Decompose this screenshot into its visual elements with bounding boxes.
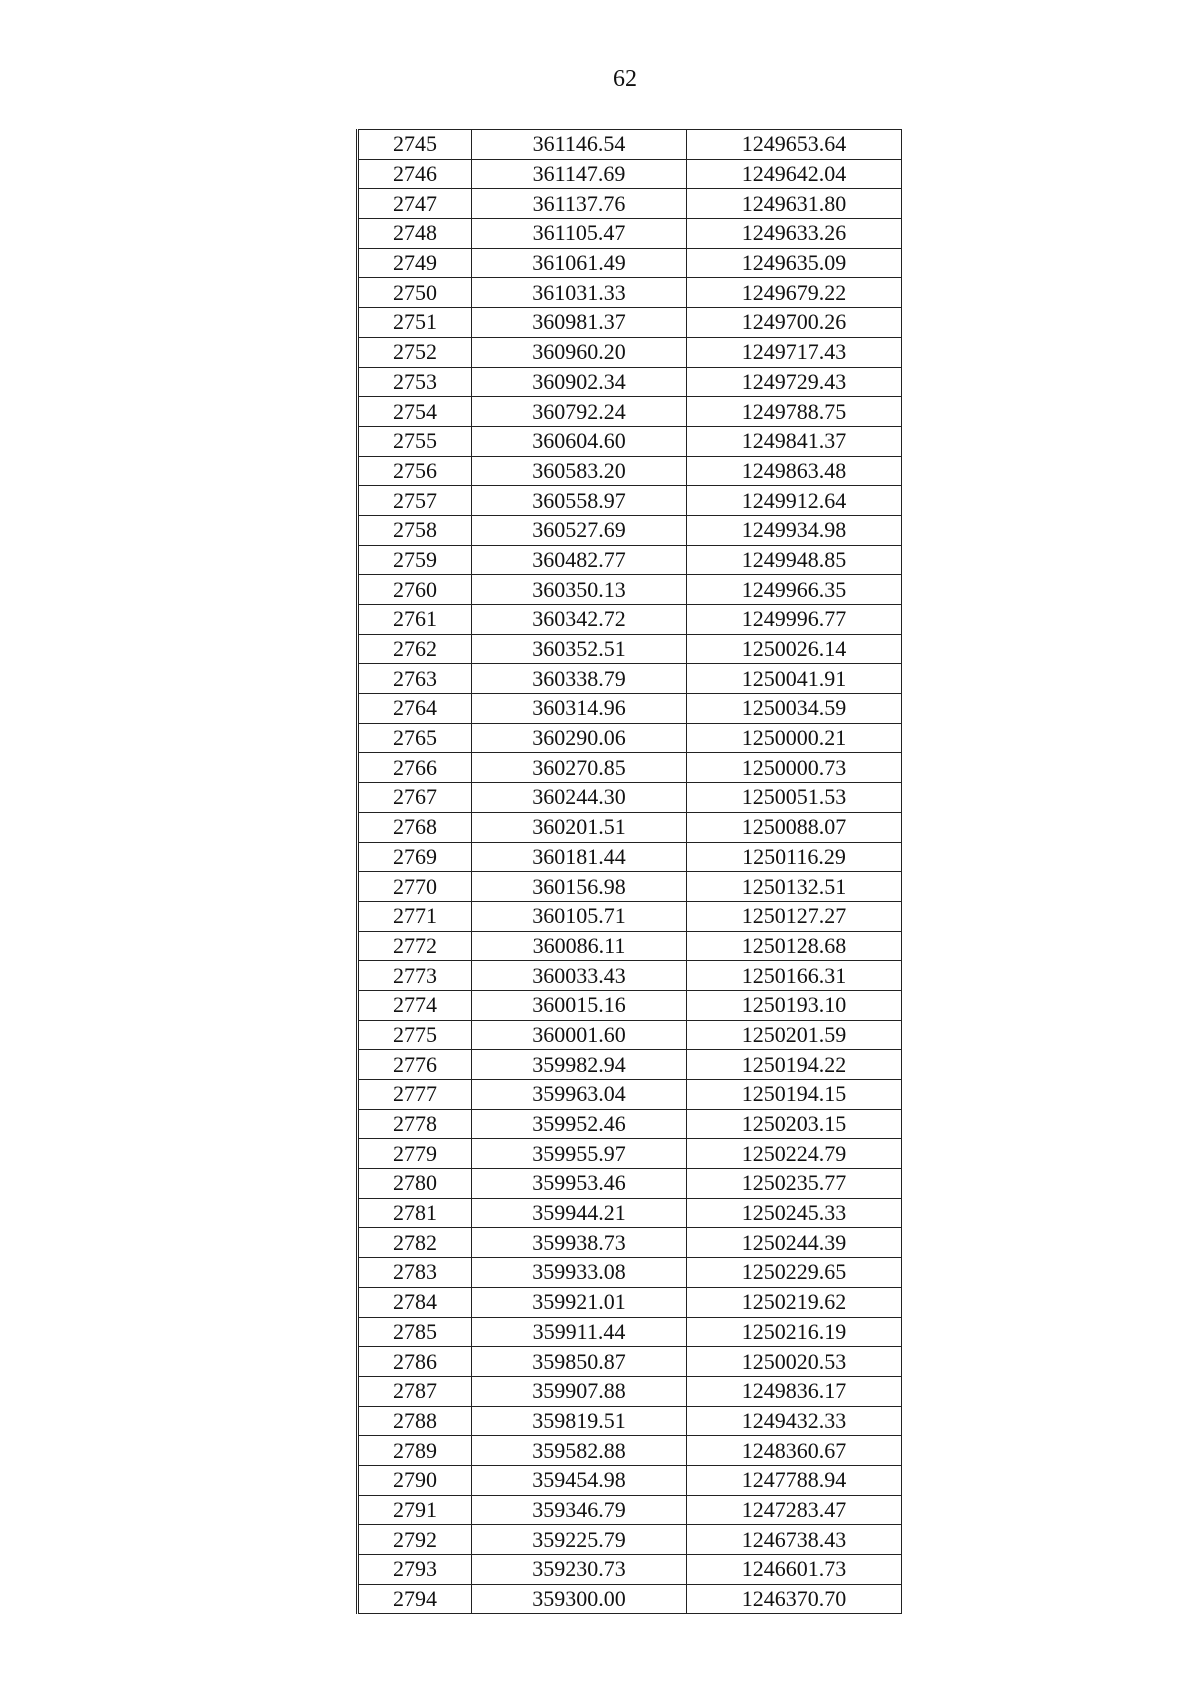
x-coordinate-cell: 360902.34: [472, 367, 687, 397]
y-coordinate-cell: 1250194.15: [687, 1080, 902, 1110]
point-number-cell: 2774: [358, 990, 472, 1020]
x-coordinate-cell: 360086.11: [472, 931, 687, 961]
table-row: [358, 1139, 902, 1169]
x-coordinate-cell: 360583.20: [472, 456, 687, 486]
x-coordinate-cell: 360604.60: [472, 426, 687, 456]
coordinates-table: [356, 129, 902, 1614]
table-row: [358, 1228, 902, 1258]
point-number-cell: 2765: [358, 723, 472, 753]
table-row: [358, 1525, 902, 1555]
table-row: [358, 1465, 902, 1495]
x-coordinate-cell: 359911.44: [472, 1317, 687, 1347]
y-coordinate-cell: 1249996.77: [687, 605, 902, 635]
x-coordinate-cell: 359225.79: [472, 1525, 687, 1555]
table-row: [358, 783, 902, 813]
y-coordinate-cell: 1249948.85: [687, 545, 902, 575]
x-coordinate-cell: 360352.51: [472, 634, 687, 664]
x-coordinate-cell: 359955.97: [472, 1139, 687, 1169]
y-coordinate-cell: 1250034.59: [687, 694, 902, 724]
x-coordinate-cell: 359944.21: [472, 1198, 687, 1228]
x-coordinate-cell: 361147.69: [472, 159, 687, 189]
y-coordinate-cell: 1250128.68: [687, 931, 902, 961]
table-row: [358, 753, 902, 783]
x-coordinate-cell: 360105.71: [472, 901, 687, 931]
point-number-cell: 2757: [358, 486, 472, 516]
y-coordinate-cell: 1249912.64: [687, 486, 902, 516]
table-row: [358, 545, 902, 575]
y-coordinate-cell: 1249653.64: [687, 130, 902, 160]
x-coordinate-cell: 359300.00: [472, 1584, 687, 1614]
point-number-cell: 2764: [358, 694, 472, 724]
point-number-cell: 2758: [358, 515, 472, 545]
point-number-cell: 2794: [358, 1584, 472, 1614]
point-number-cell: 2747: [358, 189, 472, 219]
table-row: [358, 278, 902, 308]
x-coordinate-cell: 359907.88: [472, 1376, 687, 1406]
table-row: [358, 664, 902, 694]
table-row: [358, 1317, 902, 1347]
x-coordinate-cell: 360181.44: [472, 842, 687, 872]
x-coordinate-cell: 359982.94: [472, 1050, 687, 1080]
point-number-cell: 2780: [358, 1169, 472, 1199]
point-number-cell: 2772: [358, 931, 472, 961]
table-row: [358, 990, 902, 1020]
table-row: [358, 931, 902, 961]
y-coordinate-cell: 1250051.53: [687, 783, 902, 813]
x-coordinate-cell: 359921.01: [472, 1287, 687, 1317]
x-coordinate-cell: 359582.88: [472, 1436, 687, 1466]
point-number-cell: 2784: [358, 1287, 472, 1317]
x-coordinate-cell: 360558.97: [472, 486, 687, 516]
point-number-cell: 2789: [358, 1436, 472, 1466]
table-row: [358, 1109, 902, 1139]
point-number-cell: 2776: [358, 1050, 472, 1080]
y-coordinate-cell: 1249642.04: [687, 159, 902, 189]
x-coordinate-cell: 360015.16: [472, 990, 687, 1020]
table-row: [358, 219, 902, 249]
x-coordinate-cell: 359346.79: [472, 1495, 687, 1525]
table-row: [358, 872, 902, 902]
x-coordinate-cell: 361061.49: [472, 248, 687, 278]
point-number-cell: 2781: [358, 1198, 472, 1228]
y-coordinate-cell: 1250020.53: [687, 1347, 902, 1377]
x-coordinate-cell: 360482.77: [472, 545, 687, 575]
point-number-cell: 2756: [358, 456, 472, 486]
x-coordinate-cell: 360342.72: [472, 605, 687, 635]
point-number-cell: 2793: [358, 1555, 472, 1585]
x-coordinate-cell: 360033.43: [472, 961, 687, 991]
table-row: [358, 1287, 902, 1317]
y-coordinate-cell: 1250041.91: [687, 664, 902, 694]
y-coordinate-cell: 1250216.19: [687, 1317, 902, 1347]
x-coordinate-cell: 359933.08: [472, 1258, 687, 1288]
coordinates-table-body: [358, 130, 902, 1614]
point-number-cell: 2783: [358, 1258, 472, 1288]
y-coordinate-cell: 1248360.67: [687, 1436, 902, 1466]
x-coordinate-cell: 359850.87: [472, 1347, 687, 1377]
x-coordinate-cell: 360527.69: [472, 515, 687, 545]
x-coordinate-cell: 360792.24: [472, 397, 687, 427]
y-coordinate-cell: 1249717.43: [687, 337, 902, 367]
point-number-cell: 2748: [358, 219, 472, 249]
table-row: [358, 397, 902, 427]
table-row: [358, 634, 902, 664]
point-number-cell: 2759: [358, 545, 472, 575]
y-coordinate-cell: 1250203.15: [687, 1109, 902, 1139]
x-coordinate-cell: 360314.96: [472, 694, 687, 724]
point-number-cell: 2752: [358, 337, 472, 367]
point-number-cell: 2750: [358, 278, 472, 308]
y-coordinate-cell: 1250219.62: [687, 1287, 902, 1317]
table-row: [358, 1020, 902, 1050]
y-coordinate-cell: 1249934.98: [687, 515, 902, 545]
point-number-cell: 2761: [358, 605, 472, 635]
y-coordinate-cell: 1249863.48: [687, 456, 902, 486]
y-coordinate-cell: 1249432.33: [687, 1406, 902, 1436]
point-number-cell: 2792: [358, 1525, 472, 1555]
table-row: [358, 308, 902, 338]
table-row: [358, 1258, 902, 1288]
point-number-cell: 2786: [358, 1347, 472, 1377]
y-coordinate-cell: 1250235.77: [687, 1169, 902, 1199]
x-coordinate-cell: 359938.73: [472, 1228, 687, 1258]
x-coordinate-cell: 359952.46: [472, 1109, 687, 1139]
y-coordinate-cell: 1250000.73: [687, 753, 902, 783]
table-row: [358, 248, 902, 278]
point-number-cell: 2769: [358, 842, 472, 872]
y-coordinate-cell: 1249700.26: [687, 308, 902, 338]
point-number-cell: 2745: [358, 130, 472, 160]
point-number-cell: 2775: [358, 1020, 472, 1050]
point-number-cell: 2749: [358, 248, 472, 278]
table-row: [358, 159, 902, 189]
table-row: [358, 812, 902, 842]
table-row: [358, 456, 902, 486]
table-row: [358, 486, 902, 516]
x-coordinate-cell: 360960.20: [472, 337, 687, 367]
x-coordinate-cell: 360244.30: [472, 783, 687, 813]
table-row: [358, 189, 902, 219]
point-number-cell: 2763: [358, 664, 472, 694]
y-coordinate-cell: 1250088.07: [687, 812, 902, 842]
table-row: [358, 842, 902, 872]
y-coordinate-cell: 1247283.47: [687, 1495, 902, 1525]
y-coordinate-cell: 1247788.94: [687, 1465, 902, 1495]
y-coordinate-cell: 1250194.22: [687, 1050, 902, 1080]
x-coordinate-cell: 359230.73: [472, 1555, 687, 1585]
point-number-cell: 2777: [358, 1080, 472, 1110]
y-coordinate-cell: 1249679.22: [687, 278, 902, 308]
table-row: [358, 367, 902, 397]
point-number-cell: 2760: [358, 575, 472, 605]
y-coordinate-cell: 1250000.21: [687, 723, 902, 753]
y-coordinate-cell: 1250132.51: [687, 872, 902, 902]
y-coordinate-cell: 1250166.31: [687, 961, 902, 991]
point-number-cell: 2788: [358, 1406, 472, 1436]
table-row: [358, 605, 902, 635]
point-number-cell: 2768: [358, 812, 472, 842]
y-coordinate-cell: 1250244.39: [687, 1228, 902, 1258]
y-coordinate-cell: 1249841.37: [687, 426, 902, 456]
y-coordinate-cell: 1249635.09: [687, 248, 902, 278]
table-row: [358, 1050, 902, 1080]
point-number-cell: 2753: [358, 367, 472, 397]
x-coordinate-cell: 360270.85: [472, 753, 687, 783]
page-number: 62: [613, 66, 637, 92]
x-coordinate-cell: 361146.54: [472, 130, 687, 160]
point-number-cell: 2754: [358, 397, 472, 427]
y-coordinate-cell: 1250229.65: [687, 1258, 902, 1288]
y-coordinate-cell: 1249631.80: [687, 189, 902, 219]
table-row: [358, 1555, 902, 1585]
y-coordinate-cell: 1250245.33: [687, 1198, 902, 1228]
x-coordinate-cell: 360201.51: [472, 812, 687, 842]
point-number-cell: 2773: [358, 961, 472, 991]
x-coordinate-cell: 360156.98: [472, 872, 687, 902]
point-number-cell: 2770: [358, 872, 472, 902]
point-number-cell: 2782: [358, 1228, 472, 1258]
y-coordinate-cell: 1249966.35: [687, 575, 902, 605]
point-number-cell: 2762: [358, 634, 472, 664]
y-coordinate-cell: 1249633.26: [687, 219, 902, 249]
x-coordinate-cell: 360290.06: [472, 723, 687, 753]
x-coordinate-cell: 360001.60: [472, 1020, 687, 1050]
point-number-cell: 2751: [358, 308, 472, 338]
y-coordinate-cell: 1249729.43: [687, 367, 902, 397]
point-number-cell: 2785: [358, 1317, 472, 1347]
table-row: [358, 1495, 902, 1525]
x-coordinate-cell: 359963.04: [472, 1080, 687, 1110]
point-number-cell: 2779: [358, 1139, 472, 1169]
point-number-cell: 2755: [358, 426, 472, 456]
y-coordinate-cell: 1249836.17: [687, 1376, 902, 1406]
table-row: [358, 337, 902, 367]
table-row: [358, 1347, 902, 1377]
y-coordinate-cell: 1250127.27: [687, 901, 902, 931]
x-coordinate-cell: 359454.98: [472, 1465, 687, 1495]
point-number-cell: 2766: [358, 753, 472, 783]
x-coordinate-cell: 361031.33: [472, 278, 687, 308]
x-coordinate-cell: 360338.79: [472, 664, 687, 694]
point-number-cell: 2778: [358, 1109, 472, 1139]
point-number-cell: 2771: [358, 901, 472, 931]
x-coordinate-cell: 361137.76: [472, 189, 687, 219]
x-coordinate-cell: 359819.51: [472, 1406, 687, 1436]
y-coordinate-cell: 1250201.59: [687, 1020, 902, 1050]
y-coordinate-cell: 1246601.73: [687, 1555, 902, 1585]
table-row: [358, 1080, 902, 1110]
table-row: [358, 694, 902, 724]
table-row: [358, 1406, 902, 1436]
x-coordinate-cell: 360981.37: [472, 308, 687, 338]
table-row: [358, 1198, 902, 1228]
y-coordinate-cell: 1246738.43: [687, 1525, 902, 1555]
table-row: [358, 130, 902, 160]
point-number-cell: 2787: [358, 1376, 472, 1406]
table-row: [358, 1584, 902, 1614]
y-coordinate-cell: 1250116.29: [687, 842, 902, 872]
table-row: [358, 1169, 902, 1199]
x-coordinate-cell: 361105.47: [472, 219, 687, 249]
y-coordinate-cell: 1250193.10: [687, 990, 902, 1020]
y-coordinate-cell: 1246370.70: [687, 1584, 902, 1614]
table-row: [358, 575, 902, 605]
y-coordinate-cell: 1250224.79: [687, 1139, 902, 1169]
y-coordinate-cell: 1249788.75: [687, 397, 902, 427]
y-coordinate-cell: 1250026.14: [687, 634, 902, 664]
point-number-cell: 2790: [358, 1465, 472, 1495]
table-row: [358, 1376, 902, 1406]
point-number-cell: 2767: [358, 783, 472, 813]
table-row: [358, 961, 902, 991]
table-row: [358, 515, 902, 545]
x-coordinate-cell: 359953.46: [472, 1169, 687, 1199]
table-row: [358, 901, 902, 931]
point-number-cell: 2746: [358, 159, 472, 189]
table-row: [358, 723, 902, 753]
table-row: [358, 426, 902, 456]
table-row: [358, 1436, 902, 1466]
x-coordinate-cell: 360350.13: [472, 575, 687, 605]
point-number-cell: 2791: [358, 1495, 472, 1525]
